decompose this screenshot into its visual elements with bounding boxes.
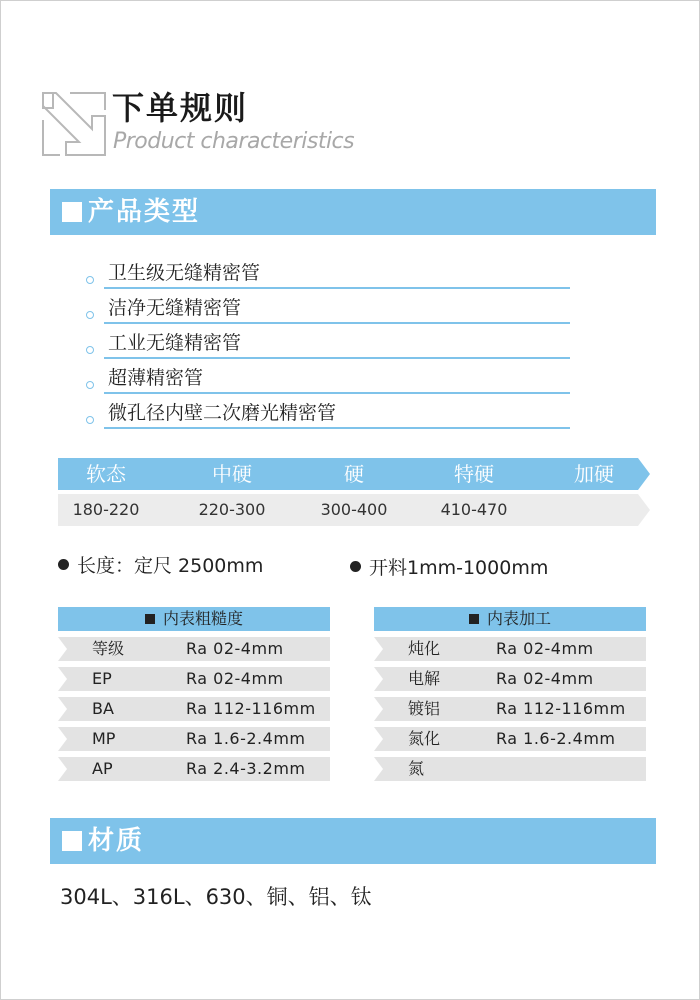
grade-cell: 氮 <box>408 759 425 778</box>
section-title: 材质 <box>88 826 145 856</box>
grade-cell: 氮化 <box>408 729 441 748</box>
table-row <box>58 757 330 781</box>
value-cell: Ra 112-116mm <box>186 699 316 718</box>
table-row <box>374 757 646 781</box>
table-row <box>58 697 330 721</box>
grade-cell: BA <box>92 699 114 718</box>
divider <box>104 287 570 289</box>
table-row <box>374 697 646 721</box>
circle-bullet-icon <box>86 416 94 424</box>
value-cell: Ra 2.4-3.2mm <box>186 759 306 778</box>
hardness-value: 220-300 <box>198 500 266 519</box>
page-title: 下单规则 <box>112 89 249 127</box>
row-notch <box>374 757 383 781</box>
hardness-label: 加硬 <box>574 462 614 486</box>
circle-bullet-icon <box>86 346 94 354</box>
hardness-value: 300-400 <box>320 500 388 519</box>
material-list: 304L、316L、630、铜、铝、钛 <box>60 885 372 909</box>
list-item-label: 卫生级无缝精密管 <box>108 262 261 284</box>
table-header <box>374 607 646 631</box>
row-notch <box>58 697 67 721</box>
hardness-value: 410-470 <box>440 500 508 519</box>
table-row <box>374 727 646 751</box>
table-row <box>374 667 646 691</box>
section-title: 产品类型 <box>88 197 201 227</box>
table-title: 内表加工 <box>486 609 551 628</box>
circle-bullet-icon <box>86 276 94 284</box>
value-cell: Ra 02-4mm <box>496 669 594 688</box>
grade-cell: 镀铝 <box>408 699 441 718</box>
row-notch <box>58 637 67 661</box>
value-cell: Ra 02-4mm <box>496 639 594 658</box>
list-item <box>86 294 570 328</box>
bullet-dot-icon <box>58 559 69 570</box>
table-row <box>58 727 330 751</box>
square-icon <box>62 831 82 851</box>
square-icon <box>145 614 155 624</box>
list-item-label: 超薄精密管 <box>108 367 204 389</box>
hardness-label: 硬 <box>344 462 364 486</box>
grade-cell: AP <box>92 759 113 778</box>
divider <box>104 427 570 429</box>
roughness-table <box>58 607 330 781</box>
grade-cell: 电解 <box>408 669 441 688</box>
table-row <box>374 637 646 661</box>
list-item <box>86 399 570 433</box>
row-notch <box>374 637 383 661</box>
row-notch <box>374 727 383 751</box>
row-notch <box>374 667 383 691</box>
page-subtitle: Product characteristics <box>113 129 355 154</box>
row-notch <box>58 757 67 781</box>
square-icon <box>469 614 479 624</box>
list-item <box>86 364 570 398</box>
hardness-label: 中硬 <box>212 462 252 486</box>
length-spec <box>58 552 263 580</box>
bullet-dot-icon <box>350 561 361 572</box>
hardness-label: 特硬 <box>454 462 494 486</box>
grade-cell: EP <box>92 669 112 688</box>
value-cell: Ra 1.6-2.4mm <box>496 729 616 748</box>
hardness-values-band <box>58 494 650 526</box>
grade-cell: 等级 <box>92 639 125 658</box>
value-cell: Ra 1.6-2.4mm <box>186 729 306 748</box>
value-cell: Ra 02-4mm <box>186 639 284 658</box>
list-item-label: 微孔径内壁二次磨光精密管 <box>108 402 337 424</box>
value-cell: Ra 02-4mm <box>186 669 284 688</box>
square-icon <box>62 202 82 222</box>
cut-text: 开料1mm-1000mm <box>369 557 549 579</box>
circle-bullet-icon <box>86 311 94 319</box>
list-item <box>86 329 570 363</box>
divider <box>104 392 570 394</box>
circle-bullet-icon <box>86 381 94 389</box>
arrow-logo-icon <box>42 92 106 156</box>
cut-spec <box>350 554 548 582</box>
table-header <box>58 607 330 631</box>
table-row <box>58 667 330 691</box>
length-text: 长度：定尺 2500mm <box>77 555 264 577</box>
value-cell: Ra 112-116mm <box>496 699 626 718</box>
grade-cell: 炖化 <box>408 639 441 658</box>
processing-table <box>374 607 646 781</box>
hardness-value: 180-220 <box>72 500 140 519</box>
table-row <box>58 637 330 661</box>
row-notch <box>58 727 67 751</box>
table-title: 内表粗糙度 <box>162 609 243 628</box>
hardness-label: 软态 <box>86 462 126 486</box>
divider <box>104 357 570 359</box>
list-item-label: 工业无缝精密管 <box>108 332 242 354</box>
hardness-header-band <box>58 458 650 490</box>
divider <box>104 322 570 324</box>
section-bar-material <box>50 818 656 864</box>
row-notch <box>58 667 67 691</box>
grade-cell: MP <box>92 729 116 748</box>
list-item-label: 洁净无缝精密管 <box>108 297 242 319</box>
row-notch <box>374 697 383 721</box>
list-item <box>86 259 570 293</box>
section-bar-product-type <box>50 189 656 235</box>
